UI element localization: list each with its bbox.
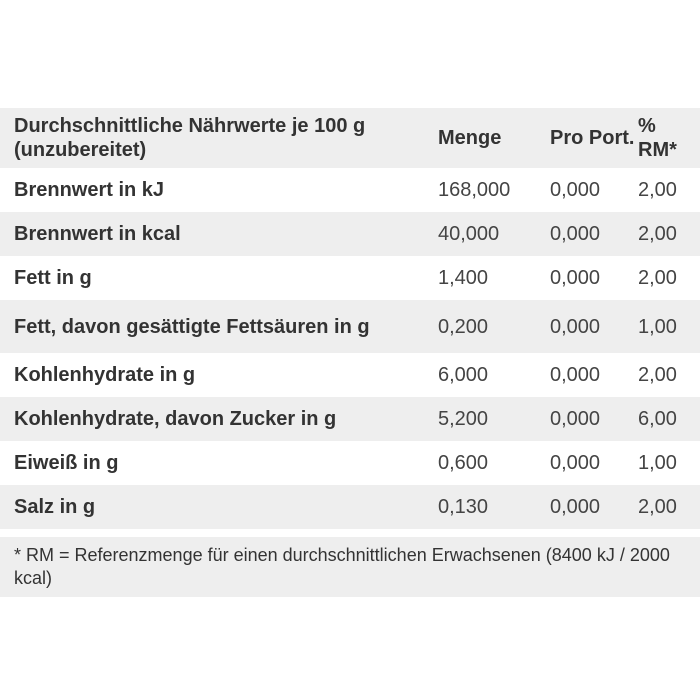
row-menge: 0,600 <box>436 441 549 485</box>
row-rm: 2,00 <box>637 485 700 529</box>
row-label: Fett in g <box>0 256 436 300</box>
table-spacer <box>0 529 700 537</box>
row-label: Fett, davon gesättigte Fettsäuren in g <box>0 300 436 353</box>
header-nutrients: Durchschnittliche Nährwerte je 100 g (unzubereitet) <box>0 108 436 168</box>
row-menge: 0,130 <box>436 485 549 529</box>
row-rm: 1,00 <box>637 441 700 485</box>
nutrition-table <box>0 108 700 597</box>
table-header-row <box>0 108 700 168</box>
header-rm: % RM* <box>637 108 700 168</box>
row-menge: 6,000 <box>436 353 549 397</box>
row-menge: 1,400 <box>436 256 549 300</box>
row-label: Brennwert in kcal <box>0 212 436 256</box>
table-row <box>0 168 700 212</box>
footnote: * RM = Referenzmenge für einen durchschnittlichen Erwachsenen (8400 kJ / 2000 kcal) <box>0 537 700 597</box>
header-pro-port: Pro Port. <box>549 108 637 168</box>
table-row <box>0 441 700 485</box>
row-pro-port: 0,000 <box>549 256 637 300</box>
row-pro-port: 0,000 <box>549 300 637 353</box>
row-pro-port: 0,000 <box>549 397 637 441</box>
nutrition-table-container <box>0 108 700 597</box>
table-row <box>0 485 700 529</box>
row-menge: 40,000 <box>436 212 549 256</box>
row-rm: 6,00 <box>637 397 700 441</box>
row-menge: 5,200 <box>436 397 549 441</box>
row-label: Kohlenhydrate, davon Zucker in g <box>0 397 436 441</box>
row-rm: 2,00 <box>637 353 700 397</box>
table-row <box>0 353 700 397</box>
table-row <box>0 397 700 441</box>
header-menge: Menge <box>436 108 549 168</box>
row-menge: 0,200 <box>436 300 549 353</box>
table-row <box>0 212 700 256</box>
footnote-row <box>0 537 700 597</box>
row-pro-port: 0,000 <box>549 212 637 256</box>
row-rm: 2,00 <box>637 168 700 212</box>
row-label: Eiweiß in g <box>0 441 436 485</box>
row-label: Brennwert in kJ <box>0 168 436 212</box>
table-row <box>0 300 700 353</box>
row-label: Kohlenhydrate in g <box>0 353 436 397</box>
row-menge: 168,000 <box>436 168 549 212</box>
row-pro-port: 0,000 <box>549 485 637 529</box>
table-row <box>0 256 700 300</box>
row-pro-port: 0,000 <box>549 441 637 485</box>
row-rm: 1,00 <box>637 300 700 353</box>
row-rm: 2,00 <box>637 256 700 300</box>
row-pro-port: 0,000 <box>549 168 637 212</box>
row-label: Salz in g <box>0 485 436 529</box>
row-rm: 2,00 <box>637 212 700 256</box>
spacer-cell <box>0 529 700 537</box>
row-pro-port: 0,000 <box>549 353 637 397</box>
